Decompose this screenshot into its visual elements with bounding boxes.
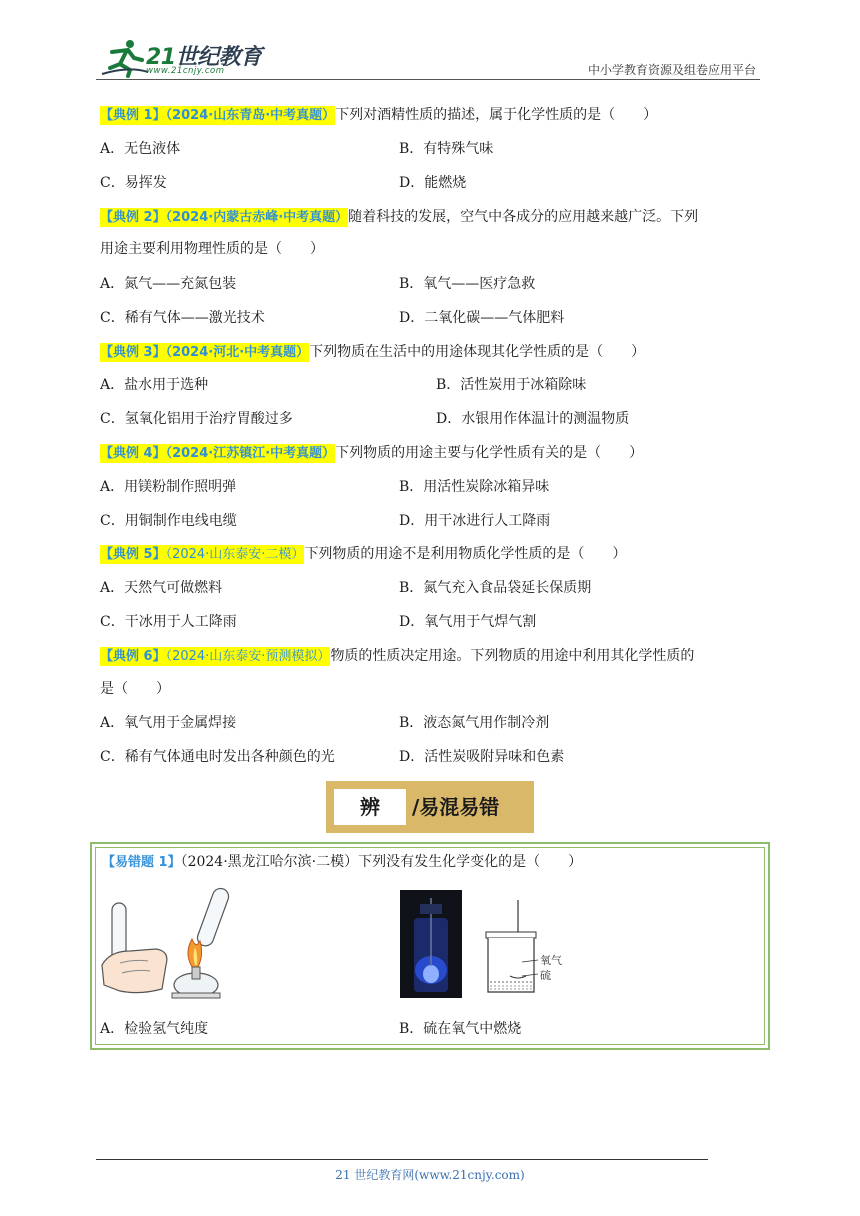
option-a: A．氮气——充氮包装 bbox=[100, 276, 237, 292]
question-5 bbox=[100, 543, 768, 566]
option-a: A．检验氢气纯度 bbox=[100, 1021, 209, 1037]
question-stem: 随着科技的发展，空气中各成分的应用越来越广泛。下列 bbox=[348, 209, 699, 225]
question-1 bbox=[100, 104, 768, 127]
question-6 bbox=[100, 645, 768, 668]
question-tag: 【典例 4】（2024·江苏镇江·中考真题） bbox=[100, 446, 336, 461]
option-a: A．氧气用于金属焊接 bbox=[100, 715, 237, 731]
option-c: C．稀有气体通电时发出各种颜色的光 bbox=[100, 749, 335, 765]
banner-label-box: 辨 bbox=[334, 789, 406, 825]
banner-title: /易混易错 bbox=[412, 795, 500, 819]
option-d: D．用干冰进行人工降雨 bbox=[399, 513, 551, 529]
option-a: A．用镁粉制作照明弹 bbox=[100, 479, 237, 495]
question-2-stem-line2: 用途主要利用物理性质的是（ ） bbox=[100, 241, 324, 257]
question-tag: 【典例 6】（2024·山东泰安·预测模拟） bbox=[100, 649, 331, 664]
option-c: C．稀有气体——激光技术 bbox=[100, 310, 265, 326]
logo-url: www.21cnjy.com bbox=[146, 66, 225, 76]
option-b: B．用活性炭除冰箱异味 bbox=[399, 479, 550, 495]
option-b: B．硫在氧气中燃烧 bbox=[399, 1021, 522, 1037]
question-stem: 物质的性质决定用途。下列物质的用途中利用其化学性质的 bbox=[330, 648, 695, 664]
question-tag: 【易错题 1】 bbox=[102, 855, 181, 870]
option-b: B．氮气充入食品袋延长保质期 bbox=[399, 580, 592, 596]
error-question bbox=[102, 851, 762, 874]
sulfur-oxygen-apparatus-figure bbox=[478, 900, 578, 1000]
question-2 bbox=[100, 206, 768, 229]
question-tag: 【典例 1】（2024·山东青岛·中考真题） bbox=[100, 108, 336, 123]
option-d: D．氧气用于气焊气割 bbox=[399, 614, 537, 630]
option-d: D．二氧化碳——气体肥料 bbox=[399, 310, 565, 326]
question-4 bbox=[100, 442, 768, 465]
fig-label-sulfur: 硫 bbox=[540, 969, 551, 982]
option-b: B．液态氮气用作制冷剂 bbox=[399, 715, 550, 731]
question-tag: 【典例 3】（2024·河北·中考真题） bbox=[100, 345, 310, 360]
question-stem: 下列对酒精性质的描述，属于化学性质的是（ ） bbox=[335, 107, 658, 123]
option-a: A．盐水用于选种 bbox=[100, 377, 209, 393]
option-d: D．能燃烧 bbox=[399, 175, 467, 191]
option-d: D．活性炭吸附异味和色素 bbox=[399, 749, 565, 765]
question-stem: 下列物质的用途不是利用物质化学性质的是（ ） bbox=[304, 546, 627, 562]
question-6-stem-line2: 是（ ） bbox=[100, 681, 170, 697]
sulfur-burning-photo bbox=[400, 890, 462, 998]
hydrogen-purity-test-figure bbox=[100, 885, 238, 1005]
question-stem: 下列没有发生化学变化的是（ ） bbox=[358, 854, 583, 870]
header-divider bbox=[96, 79, 760, 80]
page-header bbox=[0, 0, 860, 80]
platform-name: 中小学教育资源及组卷应用平台 bbox=[587, 63, 756, 77]
option-d: D．水银用作体温计的测温物质 bbox=[436, 411, 630, 427]
question-tag: 【典例 2】（2024·内蒙古赤峰·中考真题） bbox=[100, 210, 349, 225]
option-c: C．氢氧化铝用于治疗胃酸过多 bbox=[100, 411, 293, 427]
option-a: A．无色液体 bbox=[100, 141, 181, 157]
footer-divider bbox=[96, 1159, 708, 1160]
question-stem: 下列物质的用途主要与化学性质有关的是（ ） bbox=[335, 445, 644, 461]
section-banner bbox=[326, 781, 534, 833]
question-3 bbox=[100, 341, 768, 364]
fig-label-oxygen: 氧气 bbox=[540, 954, 562, 967]
question-tag: 【典例 5】（2024·山东泰安·二模） bbox=[100, 547, 305, 562]
logo-wordmark: 21世纪教育 bbox=[146, 45, 262, 70]
option-a: A．天然气可做燃料 bbox=[100, 580, 223, 596]
option-c: C．易挥发 bbox=[100, 175, 167, 191]
question-stem: 下列物质在生活中的用途体现其化学性质的是（ ） bbox=[309, 344, 646, 360]
option-b: B．有特殊气味 bbox=[399, 141, 494, 157]
question-source: （2024·黑龙江哈尔滨·二模） bbox=[180, 854, 359, 870]
option-c: C．干冰用于人工降雨 bbox=[100, 614, 237, 630]
option-b: B．氧气——医疗急救 bbox=[399, 276, 536, 292]
footer-text: 21 世纪教育网(www.21cnjy.com) bbox=[335, 1168, 525, 1182]
option-b: B．活性炭用于冰箱除味 bbox=[436, 377, 587, 393]
option-c: C．用铜制作电线电缆 bbox=[100, 513, 237, 529]
